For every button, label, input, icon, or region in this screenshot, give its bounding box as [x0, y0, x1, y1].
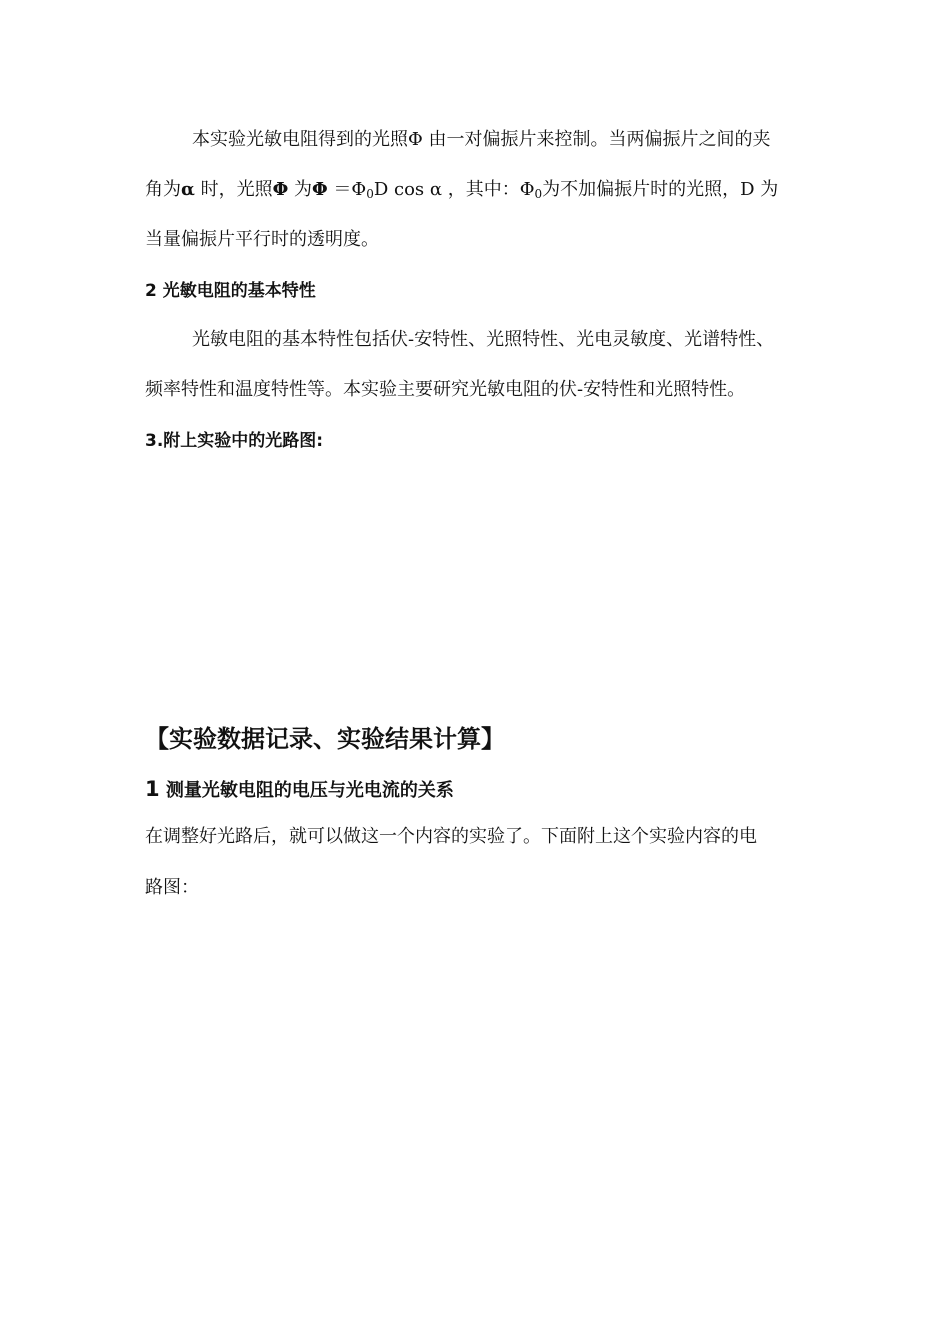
- figure-placeholder: [145, 910, 805, 1290]
- subsection-title: 测量光敏电阻的电压与光电流的关系: [159, 780, 454, 801]
- results-heading: 【实验数据记录、实验结果计算】: [145, 725, 505, 753]
- paragraph-line: 频率特性和温度特性等。本实验主要研究光敏电阻的伏-安特性和光照特性。: [145, 379, 746, 400]
- subsection-number: 1: [145, 777, 160, 801]
- paragraph-line: 在调整好光路后，就可以做这一个内容的实验了。下面附上这个实验内容的电: [145, 826, 757, 847]
- subscript: 0: [366, 187, 374, 201]
- formula-fragment: D cos α ，其中：Φ: [373, 179, 535, 200]
- paragraph-line: 路图：: [145, 877, 199, 898]
- alpha-symbol: α: [181, 179, 195, 200]
- text-fragment: 时，光照: [194, 179, 273, 200]
- section-heading: 2 光敏电阻的基本特性: [145, 281, 316, 301]
- formula-paragraph-line: [145, 178, 825, 206]
- phi-symbol: Φ: [272, 179, 289, 200]
- section-heading: 3.附上实验中的光路图:: [145, 431, 324, 451]
- text-fragment: 为: [288, 179, 313, 200]
- text-fragment: 角为: [145, 179, 181, 200]
- subscript: 0: [534, 187, 543, 201]
- text-fragment: 为不加偏振片时的光照，D 为: [542, 179, 779, 200]
- formula-fragment: ＝Φ: [327, 179, 367, 200]
- figure-placeholder: [145, 460, 805, 710]
- paragraph-line: 光敏电阻的基本特性包括伏-安特性、光照特性、光电灵敏度、光谱特性、: [192, 329, 775, 350]
- subsection-heading: [145, 777, 825, 803]
- phi-symbol: Φ: [312, 179, 328, 200]
- paragraph-line: 本实验光敏电阻得到的光照Φ 由一对偏振片来控制。当两偏振片之间的夹: [192, 129, 771, 150]
- paragraph-line: 当量偏振片平行时的透明度。: [145, 229, 379, 250]
